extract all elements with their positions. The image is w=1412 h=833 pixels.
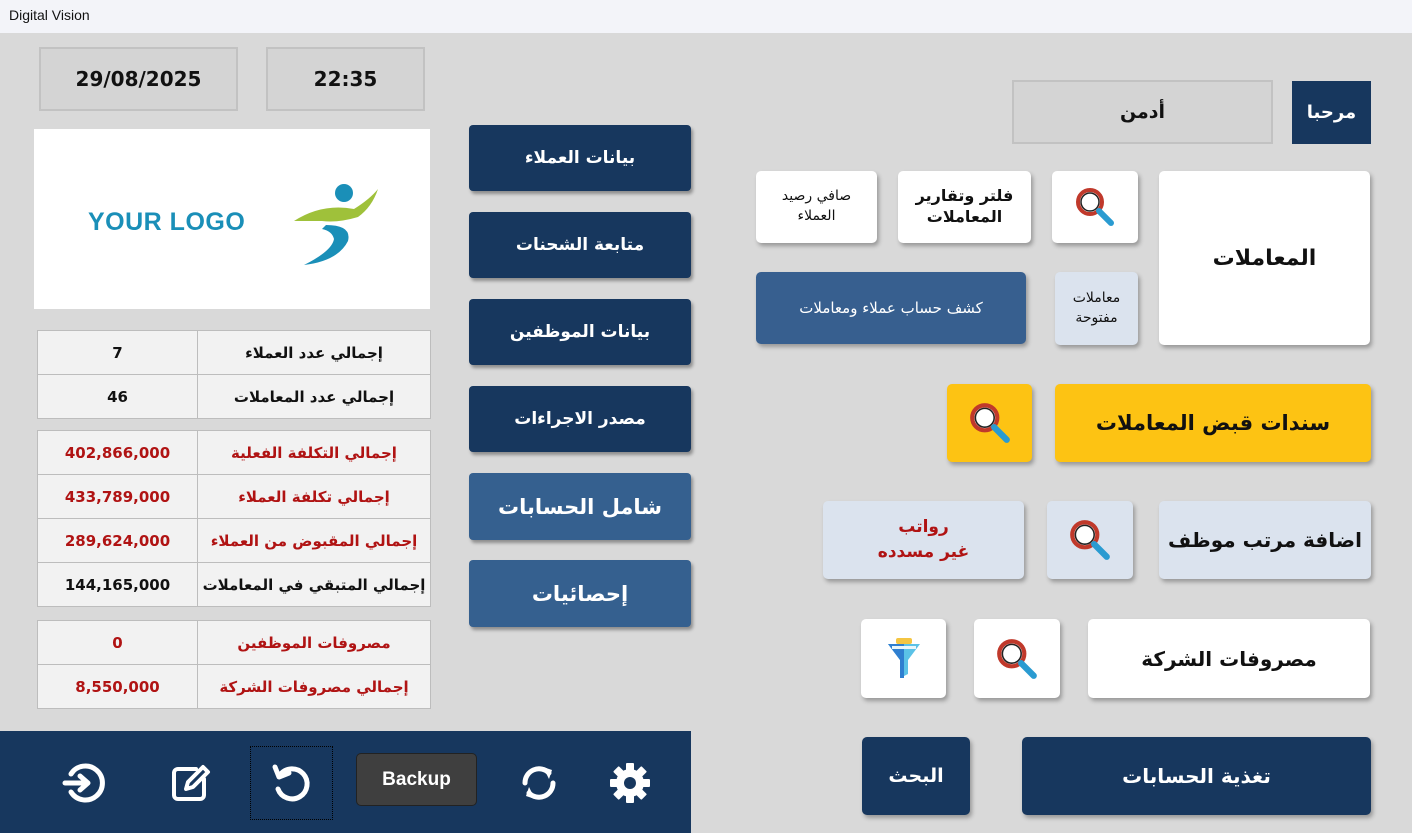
logo-swoosh-icon — [292, 181, 382, 267]
filter-funnel-icon — [886, 638, 922, 680]
window-title: Digital Vision — [9, 7, 90, 23]
backup-button[interactable]: Backup — [356, 753, 477, 806]
unpaid-salaries-line2: غير مسدده — [877, 542, 970, 562]
stat-label: إجمالي عدد المعاملات — [198, 375, 431, 419]
table-row — [38, 331, 431, 375]
transaction-receipts-button[interactable]: سندات قبض المعاملات — [1055, 384, 1371, 462]
table-row — [38, 519, 431, 563]
edit-icon — [168, 761, 212, 805]
statistics-button[interactable]: إحصائيات — [469, 560, 691, 627]
add-employee-salary-button[interactable]: اضافة مرتب موظف — [1159, 501, 1371, 579]
unpaid-salaries-line1: رواتب — [898, 517, 949, 538]
stat-value: 289,624,000 — [38, 519, 198, 563]
open-transactions-button[interactable]: معاملات مفتوحة — [1055, 272, 1138, 345]
sync-button[interactable] — [511, 758, 567, 808]
date-display: 29/08/2025 — [39, 47, 238, 111]
procedures-source-button[interactable]: مصدر الاجراءات — [469, 386, 691, 452]
title-bar — [0, 0, 1412, 33]
all-accounts-button[interactable]: شامل الحسابات — [469, 473, 691, 540]
customer-balance-button[interactable]: صافي رصيد العملاء — [756, 171, 877, 243]
bottom-toolbar — [0, 731, 691, 833]
stats-table-counts — [37, 330, 431, 419]
user-name-field: أدمن — [1012, 80, 1273, 144]
edit-button[interactable] — [162, 758, 218, 808]
stat-value: 7 — [38, 331, 198, 375]
gear-icon — [608, 761, 652, 805]
search-icon — [1073, 185, 1117, 229]
account-statement-button[interactable]: كشف حساب عملاء ومعاملات — [756, 272, 1026, 344]
stat-value: 8,550,000 — [38, 665, 198, 709]
stat-value: 402,866,000 — [38, 431, 198, 475]
stat-label: إجمالي التكلفة الفعلية — [198, 431, 431, 475]
unpaid-salaries-button[interactable] — [823, 501, 1024, 579]
search-icon — [994, 636, 1040, 682]
stat-value: 46 — [38, 375, 198, 419]
stat-value: 0 — [38, 621, 198, 665]
company-expenses-button[interactable]: مصروفات الشركة — [1088, 619, 1370, 698]
stat-label: إجمالي مصروفات الشركة — [198, 665, 431, 709]
transactions-button[interactable]: المعاملات — [1159, 171, 1370, 345]
search-icon — [967, 400, 1013, 446]
table-row — [38, 563, 431, 607]
expenses-search-button[interactable] — [974, 619, 1060, 698]
table-row — [38, 475, 431, 519]
fund-accounts-button[interactable]: تغذية الحسابات — [1022, 737, 1371, 815]
table-row — [38, 621, 431, 665]
search-icon — [1067, 517, 1113, 563]
stat-value: 144,165,000 — [38, 563, 198, 607]
welcome-label: مرحبا — [1292, 81, 1371, 144]
customers-data-button[interactable]: بيانات العملاء — [469, 125, 691, 191]
logout-button[interactable] — [55, 758, 111, 808]
stat-label: إجمالي عدد العملاء — [198, 331, 431, 375]
undo-icon — [270, 761, 314, 805]
company-logo — [34, 129, 430, 309]
shipments-tracking-button[interactable]: متابعة الشحنات — [469, 212, 691, 278]
receipts-search-button[interactable] — [947, 384, 1032, 462]
settings-button[interactable] — [602, 758, 658, 808]
stat-label: إجمالي المتبقي في المعاملات — [198, 563, 431, 607]
transactions-search-button[interactable] — [1052, 171, 1138, 243]
stats-table-expenses — [37, 620, 431, 709]
table-row — [38, 665, 431, 709]
stats-table-finance — [37, 430, 431, 607]
stat-label: إجمالي تكلفة العملاء — [198, 475, 431, 519]
employees-data-button[interactable]: بيانات الموظفين — [469, 299, 691, 365]
logo-text: YOUR LOGO — [88, 208, 246, 236]
filter-reports-button[interactable]: فلتر وتقارير المعاملات — [898, 171, 1031, 243]
salary-search-button[interactable] — [1047, 501, 1133, 579]
stat-value: 433,789,000 — [38, 475, 198, 519]
undo-button[interactable] — [250, 746, 333, 820]
table-row — [38, 375, 431, 419]
search-button[interactable]: البحث — [862, 737, 970, 815]
logout-icon — [61, 761, 105, 805]
time-display: 22:35 — [266, 47, 425, 111]
table-row — [38, 431, 431, 475]
stat-label: مصروفات الموظفين — [198, 621, 431, 665]
sync-icon — [517, 761, 561, 805]
stat-label: إجمالي المقبوض من العملاء — [198, 519, 431, 563]
expenses-filter-button[interactable] — [861, 619, 946, 698]
